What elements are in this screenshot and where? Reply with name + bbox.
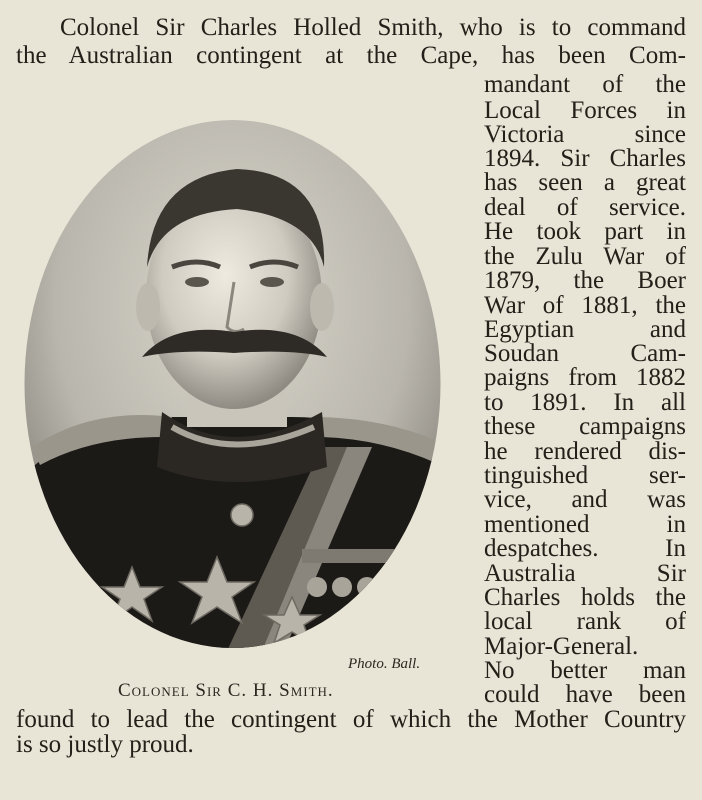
article-line-9: He took part in <box>484 218 686 245</box>
article-line-4: Local Forces in <box>484 97 686 124</box>
portrait-photograph <box>22 117 443 651</box>
article-line-29: found to lead the contingent of which the Mother Country <box>16 706 686 733</box>
article-line-19: tinguished ser- <box>484 462 686 489</box>
article-line-15: paigns from 1882 <box>484 364 686 391</box>
article-line-17: these campaigns <box>484 413 686 440</box>
article-line-27: No better man <box>484 657 686 684</box>
article-line-26: Major-General. <box>484 633 639 660</box>
portrait-caption <box>118 680 334 702</box>
article-line-28: could have been <box>484 681 686 708</box>
article-line-22: despatches. In <box>484 535 686 562</box>
article-line-21: mentioned in <box>484 511 686 538</box>
article-line-16: to 1891. In all <box>484 389 686 416</box>
article-line-5: Victoria since <box>484 121 686 148</box>
article-line-2: the Australian contingent at the Cape, has been Com- <box>16 42 686 69</box>
article-line-20: vice, and was <box>484 486 686 513</box>
photo-credit: Photo. Ball. <box>348 656 421 672</box>
article-line-18: he rendered dis- <box>484 438 686 465</box>
article-line-25: local rank of <box>484 608 686 635</box>
article-line-8: deal of service. <box>484 194 686 221</box>
article-line-14: Soudan Cam- <box>484 340 686 367</box>
article-line-10: the Zulu War of <box>484 243 686 270</box>
article-line-30: is so justly proud. <box>16 731 194 758</box>
portrait-caption-text: Colonel Sir C. H. Smith. <box>118 680 334 701</box>
article-line-12: War of 1881, the <box>484 292 686 319</box>
article-line-11: 1879, the Boer <box>484 267 686 294</box>
article-line-24: Charles holds the <box>484 584 686 611</box>
article-line-3: mandant of the <box>484 71 686 98</box>
article-line-23: Australia Sir <box>484 560 686 587</box>
article-line-1: Colonel Sir Charles Holled Smith, who is to command <box>60 14 686 41</box>
article-line-7: has seen a great <box>484 169 686 196</box>
article-line-6: 1894. Sir Charles <box>484 145 686 172</box>
article-line-13: Egyptian and <box>484 316 686 343</box>
